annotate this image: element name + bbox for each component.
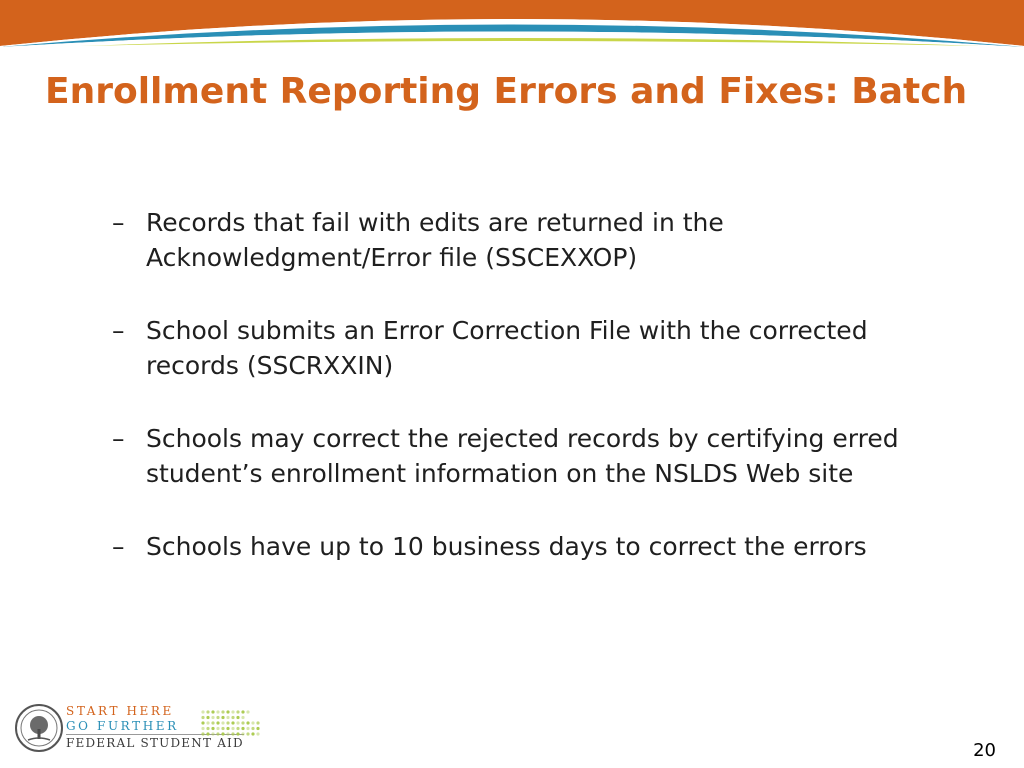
logo-dot	[246, 721, 249, 724]
logo-dot	[246, 710, 249, 713]
logo-dot	[221, 710, 224, 713]
logo-dot	[216, 721, 219, 724]
bullet-item	[112, 313, 942, 383]
department-of-education-seal-icon	[14, 703, 64, 753]
logo-dot	[216, 727, 219, 730]
bullet-text: Schools have up to 10 business days to correct the errors	[146, 532, 867, 561]
logo-dot	[211, 727, 214, 730]
logo-dot	[241, 732, 244, 735]
logo-dot	[201, 727, 204, 730]
header-decorative-band	[0, 0, 1024, 60]
federal-student-aid-logo	[14, 703, 254, 755]
logo-dot	[231, 721, 234, 724]
logo-dot	[241, 710, 244, 713]
logo-dot	[241, 727, 244, 730]
logo-dot	[251, 721, 254, 724]
logo-dot	[241, 721, 244, 724]
page-number: 20	[973, 740, 996, 761]
logo-federal-student-aid: FEDERAL STUDENT AID	[66, 736, 244, 750]
bullet-item	[112, 529, 942, 564]
bullet-list	[112, 205, 942, 602]
logo-dot	[201, 721, 204, 724]
logo-dot	[206, 716, 209, 719]
bullet-text: Records that fail with edits are returned in the Acknowledgment/Error file (SSCEXXOP)	[146, 208, 724, 272]
logo-dot-pattern-icon	[200, 709, 260, 737]
logo-dot	[221, 721, 224, 724]
logo-dot	[236, 721, 239, 724]
logo-dot	[221, 732, 224, 735]
logo-tagline-start-here: START HERE	[66, 704, 174, 718]
logo-dot	[221, 716, 224, 719]
logo-dot	[226, 732, 229, 735]
logo-dot	[256, 721, 259, 724]
logo-dot	[236, 716, 239, 719]
logo-dot	[231, 732, 234, 735]
logo-dot	[206, 732, 209, 735]
logo-dot	[231, 716, 234, 719]
logo-dot	[216, 710, 219, 713]
bullet-dash: –	[112, 424, 125, 453]
logo-dot	[226, 716, 229, 719]
logo-dot	[201, 716, 204, 719]
logo-tagline-go-further: GO FURTHER	[66, 719, 179, 733]
logo-dot	[221, 727, 224, 730]
logo-dot	[211, 732, 214, 735]
logo-dot	[251, 732, 254, 735]
logo-dot	[231, 727, 234, 730]
bullet-dash: –	[112, 316, 125, 345]
logo-dot	[226, 721, 229, 724]
logo-dot	[256, 727, 259, 730]
logo-dot	[211, 710, 214, 713]
bullet-item	[112, 205, 942, 275]
logo-dot	[236, 727, 239, 730]
logo-dot	[206, 721, 209, 724]
logo-dot	[201, 710, 204, 713]
logo-dot	[226, 727, 229, 730]
logo-dot	[251, 727, 254, 730]
bullet-item	[112, 421, 942, 491]
bullet-text: Schools may correct the rejected records by certifying erred student’s enrollment information on the NSLDS Web site	[146, 424, 899, 488]
logo-dot	[216, 716, 219, 719]
logo-dot	[206, 727, 209, 730]
logo-dot	[236, 710, 239, 713]
logo-dot	[226, 710, 229, 713]
logo-dot	[256, 732, 259, 735]
logo-dot	[216, 732, 219, 735]
logo-dot	[236, 732, 239, 735]
bullet-text: School submits an Error Correction File with the corrected records (SSCRXXIN)	[146, 316, 868, 380]
bullet-dash: –	[112, 208, 125, 237]
logo-dot	[201, 732, 204, 735]
logo-dot	[246, 732, 249, 735]
bullet-dash: –	[112, 532, 125, 561]
logo-dot	[206, 710, 209, 713]
logo-dot	[241, 716, 244, 719]
logo-dot	[231, 710, 234, 713]
logo-dot	[211, 716, 214, 719]
logo-dot	[246, 727, 249, 730]
logo-dot	[211, 721, 214, 724]
slide-title: Enrollment Reporting Errors and Fixes: Batch	[45, 71, 968, 112]
